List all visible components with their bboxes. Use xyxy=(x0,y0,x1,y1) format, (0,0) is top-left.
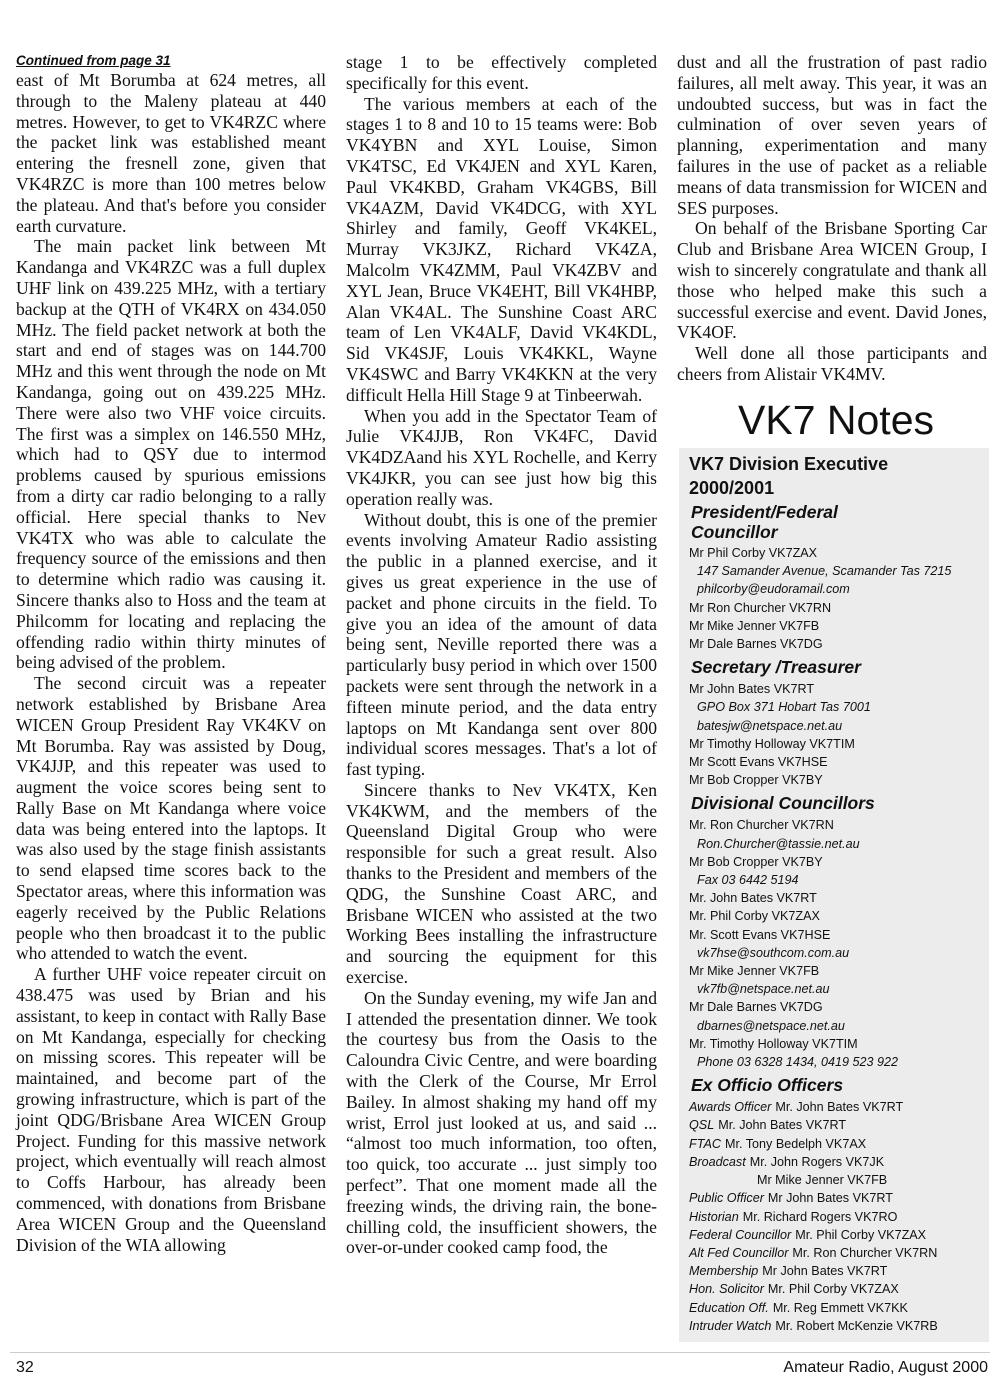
exofficio-name: Mr John Bates VK7RT xyxy=(762,1264,888,1279)
member-line: Mr John Bates VK7RT xyxy=(689,682,815,697)
page-number: 32 xyxy=(16,1359,34,1376)
paragraph: When you add in the Spectator Team of Julie VK4JJB, Ron VK4FC, David VK4DZAand his XYL Rochelle, and Kerry VK4JKR, you can see just how big this operation really was. xyxy=(346,405,657,509)
member-line: Mr. Ron Churcher VK7RN xyxy=(689,818,834,833)
member-line: Mr Bob Cropper VK7BY xyxy=(689,854,823,869)
exofficio-name: Mr. Phil Corby VK7ZAX xyxy=(795,1227,927,1242)
exofficio-row xyxy=(689,1098,989,1116)
exofficio-role: Federal Councillor xyxy=(689,1227,792,1242)
president-heading xyxy=(691,502,989,542)
email-line[interactable]: vk7hse@southcom.com.au xyxy=(697,945,850,960)
exofficio-row xyxy=(689,1262,989,1280)
exofficio-name: Mr. John Bates VK7RT xyxy=(718,1118,847,1133)
member-line: Mr Ron Churcher VK7RN xyxy=(689,600,832,615)
member-line: Mr. John Bates VK7RT xyxy=(689,891,817,906)
exofficio-role: Education Off. xyxy=(689,1300,769,1315)
exofficio-role: Historian xyxy=(689,1209,739,1224)
paragraph: A further UHF voice repeater circuit on 438.475 was used by Brian and his assistant, to keep in contact with Rally Base on Mt Kandanga, especially for checking on missing scores. This repeater will be maintained, and become part of the growing infrastructure, which is part of the joint QDG/Brisbane Area WICEN Group Project. Funding for this massive network project, which eventually will reach almost to Coffs Harbour, has already been commenced, with donations from Brisbane Area WICEN Group and the Queensland Division of the WIA allowing xyxy=(16,964,326,1255)
exofficio-role: Public Officer xyxy=(689,1191,764,1206)
exofficio-row xyxy=(689,1135,989,1153)
paragraph: Without doubt, this is one of the premier events involving Amateur Radio assisting the public in a planned exercise, and it gives us great experience in the use of packet and phone circuits in the field. To give you an idea of the amount of data being sent, Neville reported there was a particularly busy period in which over 1500 packets were sent through the network in a fifteen minute period, and the data entry laptops on Mt Kandanga sent over 800 individual scores messages. That's a lot of fast typing. xyxy=(346,509,657,780)
executive-panel xyxy=(679,448,989,1342)
fax-line: Fax 03 6442 5194 xyxy=(697,873,799,888)
exofficio-name: Mr. John Bates VK7RT xyxy=(775,1100,904,1115)
exofficio-row xyxy=(689,1153,989,1171)
article-column-3 xyxy=(677,52,987,385)
article-column-1 xyxy=(16,52,326,1255)
email-line[interactable]: Ron.Churcher@tassie.net.au xyxy=(697,836,860,851)
exofficio-row xyxy=(689,1116,989,1134)
email-line[interactable]: vk7fb@netspace.net.au xyxy=(697,982,830,997)
paragraph: east of Mt Borumba at 624 metres, all through to the Maleny plateau at 440 metres. However, to get to VK4RZC where the packet link was established meant entering the fresnell zone, given that VK4RZC is more than 100 metres below the plateau. And that's before you consider earth curvature. xyxy=(16,70,326,236)
phone-line: Phone 03 6328 1434, 0419 523 922 xyxy=(697,1055,898,1070)
paragraph: The second circuit was a repeater network established by Brisbane Area WICEN Group President Ray VK4KV on Mt Borumba. Ray was assisted by Doug, VK4JJP, and this repeater was used to augment the voice scores being sent to Rally Base on Mt Kandanga where voice data was being entered into the laptops. It was also used by the stage finish assistants to send elapsed time scores back to the Spectator areas, where this information was eagerly received by the Public Relations people who then broadcast it to the public who attended to watch the event. xyxy=(16,673,326,964)
president-heading-line: Councillor xyxy=(691,522,778,542)
member-line: Mr Mike Jenner VK7FB xyxy=(689,618,820,633)
exofficio-row xyxy=(689,1208,989,1226)
exofficio-role: Intruder Watch xyxy=(689,1318,772,1333)
exofficio-name: Mr. Richard Rogers VK7RO xyxy=(742,1209,898,1224)
exofficio-role: Awards Officer xyxy=(689,1100,772,1115)
secretary-heading: Secretary /Treasurer xyxy=(691,657,861,678)
member-line: Mr. Timothy Holloway VK7TIM xyxy=(689,1036,858,1051)
exofficio-role: Alt Fed Councillor xyxy=(689,1245,789,1260)
executive-years: 2000/2001 xyxy=(689,478,775,498)
exofficio-name: Mr. Reg Emmett VK7KK xyxy=(772,1300,908,1315)
member-line: Mr. Scott Evans VK7HSE xyxy=(689,927,831,942)
exofficio-row xyxy=(689,1189,989,1207)
exofficio-name: Mr. Phil Corby VK7ZAX xyxy=(767,1282,899,1297)
continued-from-label[interactable]: Continued from page 31 xyxy=(16,53,171,68)
exofficio-row xyxy=(689,1226,989,1244)
exofficio-name: Mr. Tony Bedelph VK7AX xyxy=(724,1136,867,1151)
member-line: Mr Bob Cropper VK7BY xyxy=(689,773,823,788)
paragraph: dust and all the frustration of past radio failures, all melt away. This year, it was an undoubted success, but was in fact the culmination of over seven years of planning, experimentation and many failures in the use of packet as a reliable means of data transmission for WICEN and SES purposes. xyxy=(677,52,987,218)
article-column-2 xyxy=(346,52,657,1258)
exofficio-list xyxy=(689,1098,989,1335)
paragraph: The various members at each of the stages 1 to 8 and 10 to 15 teams were: Bob VK4YBN and XYL Louise, Simon VK4TSC, Ed VK4JEN and XYL Karen, Paul VK4KBD, Graham VK4GBS, Bill VK4AZM, David VK4DCG, with XYL Shirley and family, Geoff VK4KEL, Murray VK3JKZ, Richard VK4ZA, Malcolm VK4ZMM, Paul VK4ZBV and XYL Jean, Bruce VK4EHT, Bill VK4HBP, Alan VK4AL. The Sunshine Coast ARC team of Len VK4ALF, David VK4KDL, Sid VK4SJF, Louis VK4KKL, Wayne VK4SWC and Barry VK4KKN at the very difficult Hella Hill Stage 9 at Tinbeerwah. xyxy=(346,93,657,405)
paragraph: On behalf of the Brisbane Sporting Car Club and Brisbane Area WICEN Group, I wish to sincerely congratulate and thank all those who helped make this such a successful exercise and event. David Jones, VK4OF. xyxy=(677,218,987,343)
member-line: Mr Mike Jenner VK7FB xyxy=(689,964,820,979)
address-line: 147 Samander Avenue, Scamander Tas 7215 xyxy=(697,564,952,579)
member-line: Mr. Phil Corby VK7ZAX xyxy=(689,909,820,924)
email-line[interactable]: dbarnes@netspace.net.au xyxy=(697,1018,845,1033)
paragraph: stage 1 to be effectively completed specifically for this event. xyxy=(346,52,657,93)
exofficio-role: Broadcast xyxy=(689,1154,746,1169)
member-line: Mr Dale Barnes VK7DG xyxy=(689,1000,823,1015)
email-line[interactable]: batesjw@netspace.net.au xyxy=(697,718,843,733)
executive-title: VK7 Division Executive xyxy=(689,454,889,474)
exofficio-name: Mr Mike Jenner VK7FB xyxy=(757,1173,888,1188)
exofficio-row xyxy=(689,1317,989,1335)
publication-footer: Amateur Radio, August 2000 xyxy=(783,1359,988,1376)
exofficio-name: Mr. John Rogers VK7JK xyxy=(749,1154,885,1169)
exofficio-heading: Ex Officio Officers xyxy=(691,1075,844,1096)
email-line[interactable]: philcorby@eudoramail.com xyxy=(697,582,850,597)
address-line: GPO Box 371 Hobart Tas 7001 xyxy=(697,700,871,715)
exofficio-name: Mr. Robert McKenzie VK7RB xyxy=(775,1318,938,1333)
paragraph: On the Sunday evening, my wife Jan and I attended the presentation dinner. We took the courtesy bus from the Oasis to the Caloundra Civic Centre, and were boarding with the Clerk of the Course, Mr Errol Bailey. In almost shaking my hand off my wrist, Errol just looked at us, and said ... “almost too much information, too often, too quick, too accurate ... just simply too perfect”. That one moment made all the freezing winds, the driving rain, the bone-chilling cold, the insufficient showers, the over-or-under cooked camp food, the xyxy=(346,987,657,1258)
member-line: Mr Dale Barnes VK7DG xyxy=(689,637,823,652)
exofficio-name: Mr. Ron Churcher VK7RN xyxy=(792,1245,938,1260)
exofficio-role: Hon. Solicitor xyxy=(689,1282,764,1297)
exofficio-role: QSL xyxy=(689,1118,715,1133)
exofficio-name: Mr John Bates VK7RT xyxy=(767,1191,893,1206)
paragraph: Sincere thanks to Nev VK4TX, Ken VK4KWM, and the members of the Queensland Digital Group who were responsible for such a great result. Also thanks to the President and members of the QDG, the Sunshine Coast ARC, and Brisbane WICEN who assisted at the two Working Bees installing the infrastructure and sourcing the equipment for this exercise. xyxy=(346,779,657,988)
vk7-notes-section xyxy=(677,396,989,1342)
member-line: Mr Scott Evans VK7HSE xyxy=(689,755,828,770)
exofficio-row xyxy=(689,1171,989,1189)
exofficio-role: Membership xyxy=(689,1264,759,1279)
section-title: VK7 Notes xyxy=(738,397,934,443)
president-heading-line: President/Federal xyxy=(691,502,838,522)
footer-divider xyxy=(10,1352,990,1353)
paragraph: The main packet link between Mt Kandanga and VK4RZC was a full duplex UHF link on 439.225 MHz, with a tertiary backup at the QTH of VK4RX on 434.050 MHz. The field packet network at both the start and end of stages was on 144.700 MHz and this went through the node on Mt Kandanga, going out on 439.225 MHz. There were also two VHF voice circuits. The first was a simplex on 146.550 MHz, which had to QSY due to intermod problems caused by spurious emissions from a dirty car radio belonging to a rally official. Here special thanks to Nev VK4TX who was able to calculate the frequency source of the emissions and then to determine which radio was causing it. Sincere thanks also to Hoss and the team at Philcomm for locating and replacing the offending radio within thirty minutes of being advised of the problem. xyxy=(16,236,326,673)
member-line: Mr Phil Corby VK7ZAX xyxy=(689,546,818,560)
paragraph: Well done all those participants and cheers from Alistair VK4MV. xyxy=(677,343,987,384)
exofficio-row xyxy=(689,1299,989,1317)
councillors-heading: Divisional Councillors xyxy=(691,793,875,814)
exofficio-row xyxy=(689,1244,989,1262)
member-line: Mr Timothy Holloway VK7TIM xyxy=(689,736,855,751)
exofficio-row xyxy=(689,1280,989,1298)
exofficio-role: FTAC xyxy=(689,1136,721,1151)
